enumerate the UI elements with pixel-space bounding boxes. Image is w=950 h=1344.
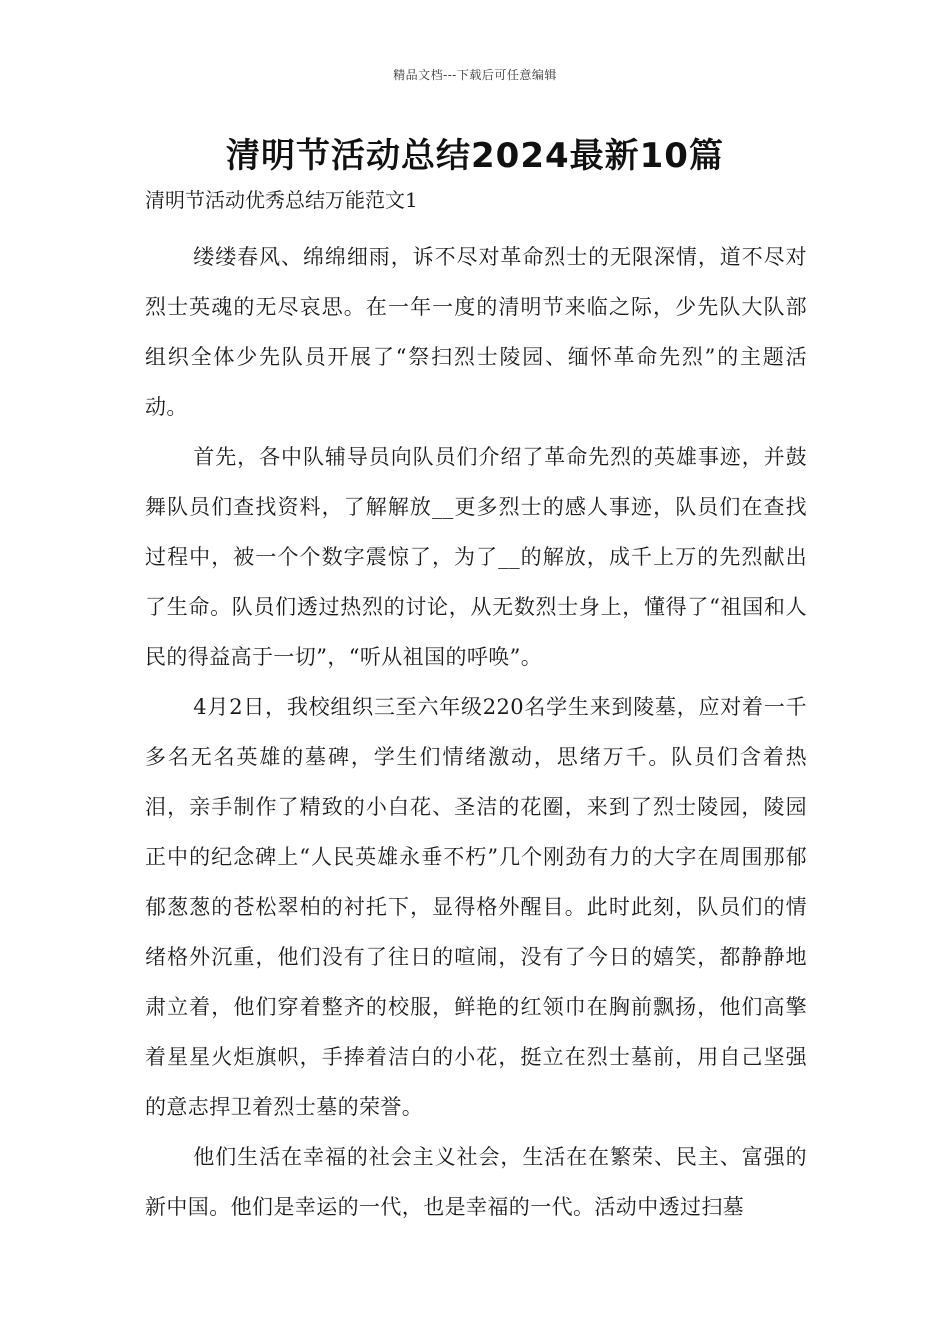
paragraph-1: 缕缕春风、绵绵细雨，诉不尽对革命烈士的无限深情，道不尽对烈士英魂的无尽哀思。在一年一度的清明节来临之际，少先队大队部组织全体少先队员开展了“祭扫烈士陵园、缅怀革命先烈”的主题活动。 xyxy=(145,245,807,419)
paragraph-4: 他们生活在幸福的社会主义社会，生活在在繁荣、民主、富强的新中国。他们是幸运的一代，也是幸福的一代。活动中透过扫墓 xyxy=(145,1145,807,1219)
section-subtitle: 清明节活动优秀总结万能范文1 xyxy=(145,188,418,212)
paragraph-3: 4月2日，我校组织三至六年级220名学生来到陵墓，应对着一千多名无名英雄的墓碑，学生们情绪激动，思绪万千。队员们含着热泪，亲手制作了精致的小白花、圣洁的花圈，来到了烈士陵园，陵园正中的纪念碑上“人民英雄永垂不朽”几个刚劲有力的大字在周围那郁郁葱葱的苍松翠柏的衬托下，显得格外醒目。此时此刻，队员们的情绪格外沉重，他们没有了往日的喧闹，没有了今日的嬉笑，都静静地肃立着，他们穿着整齐的校服，鲜艳的红领巾在胸前飘扬，他们高擎着星星火炬旗帜，手捧着洁白的小花，挺立在烈士墓前，用自己坚强的意志捍卫着烈士墓的荣誉。 xyxy=(145,695,807,1119)
paragraph-2: 首先，各中队辅导员向队员们介绍了革命先烈的英雄事迹，并鼓舞队员们查找资料，了解解放__更多烈士的感人事迹，队员们在查找过程中，被一个个数字震惊了，为了__的解放，成千上万的先烈献出了生命。队员们透过热烈的讨论，从无数烈士身上，懂得了“祖国和人民的得益高于一切”，“听从祖国的呼唤”。 xyxy=(145,445,807,669)
document-title: 清明节活动总结2024最新10篇 xyxy=(226,136,724,176)
document-body xyxy=(145,182,807,1232)
header-note: 精品文档---下载后可任意编辑 xyxy=(393,68,557,82)
